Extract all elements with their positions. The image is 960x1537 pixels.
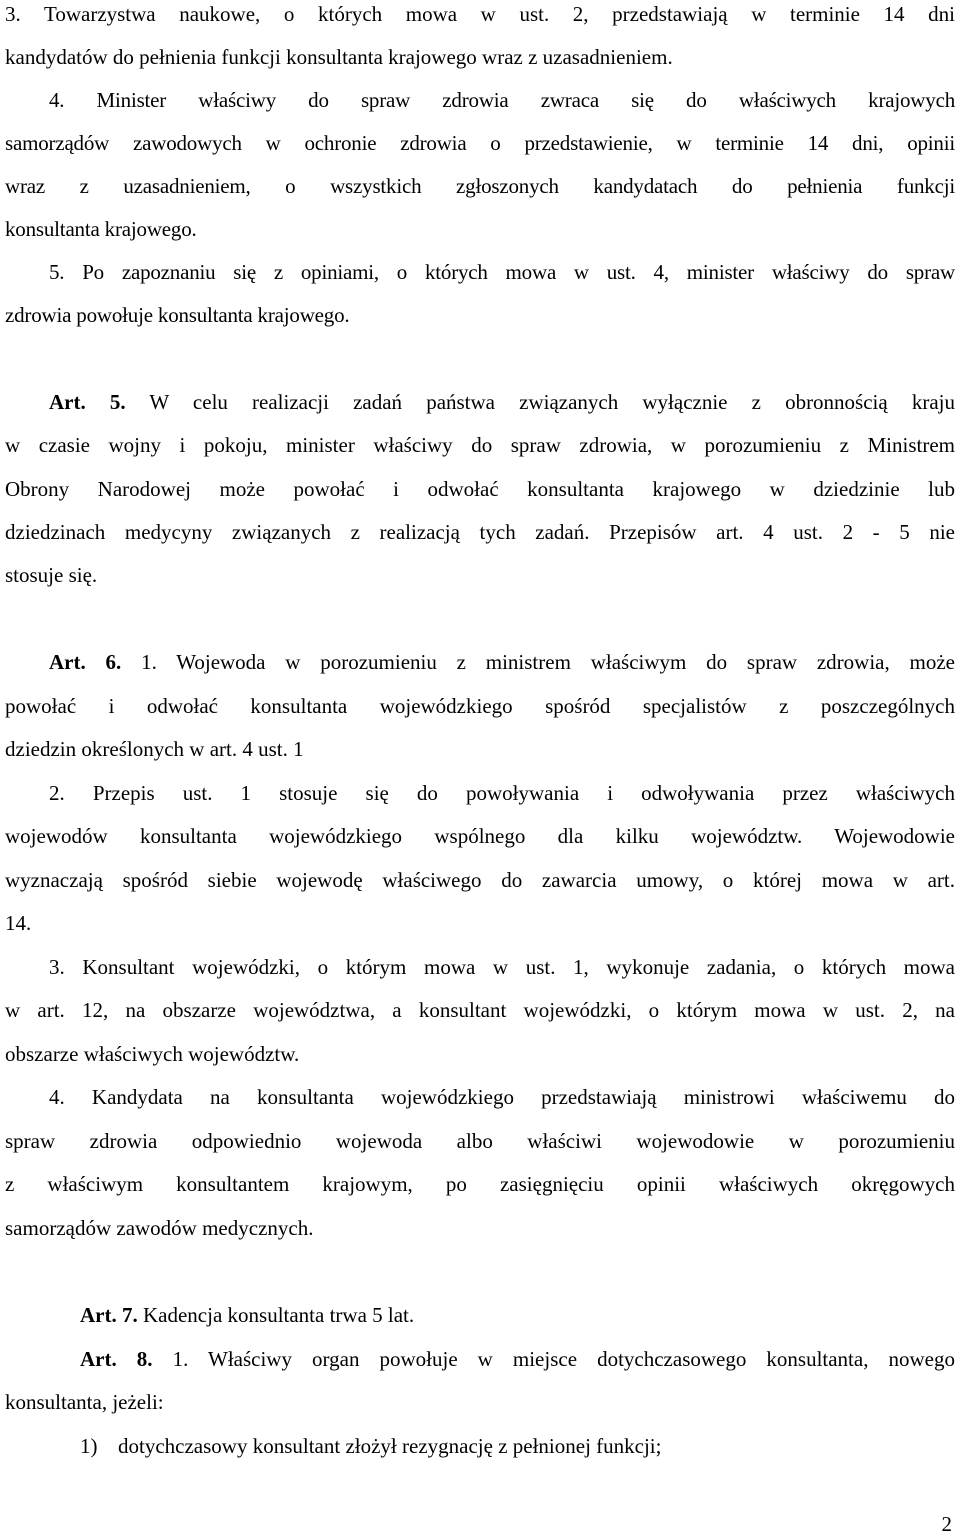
list-item-text: dotychczasowy konsultant złożył rezygnację z pełnionej funkcji; [118, 1434, 662, 1458]
article-7-label: Art. 7. [80, 1303, 138, 1327]
paragraph-line: obszarze właściwych województw. [5, 1042, 300, 1066]
article-8-first-line [80, 1347, 955, 1371]
paragraph-line: wraz z uzasadnieniem, o wszystkich zgłoszonych kandydatach do pełnienia funkcji [5, 174, 955, 198]
paragraph-line: spraw zdrowia odpowiednio wojewoda albo właściwi wojewodowie w porozumieniu [5, 1129, 955, 1153]
paragraph-line: 3. Konsultant wojewódzki, o którym mowa w ust. 1, wykonuje zadania, o których mowa [49, 955, 955, 979]
paragraph-line: zdrowia powołuje konsultanta krajowego. [5, 303, 350, 327]
article-7-line [80, 1303, 955, 1327]
article-8-text: 1. Właściwy organ powołuje w miejsce dotychczasowego konsultanta, nowego [172, 1347, 955, 1371]
paragraph-line: dziedzinach medycyny związanych z realizacją tych zadań. Przepisów art. 4 ust. 2 - 5 nie [5, 520, 955, 544]
paragraph-line: konsultanta krajowego. [5, 217, 197, 241]
paragraph-line: w czasie wojny i pokoju, minister właściwy do spraw zdrowia, w porozumieniu z Ministrem [5, 433, 955, 457]
paragraph-line: powołać i odwołać konsultanta wojewódzkiego spośród specjalistów z poszczególnych [5, 694, 955, 718]
article-6-text: 1. Wojewoda w porozumieniu z ministrem właściwym do spraw zdrowia, może [141, 650, 955, 674]
article-6-label: Art. 6. [49, 650, 122, 674]
article-5-label: Art. 5. [49, 390, 126, 414]
page-number: 2 [941, 1512, 952, 1536]
article-5-text: W celu realizacji zadań państwa związanych wyłącznie z obronnością kraju [149, 390, 955, 414]
paragraph-line: kandydatów do pełnienia funkcji konsultanta krajowego wraz z uzasadnieniem. [5, 45, 673, 69]
paragraph-line: dziedzin określonych w art. 4 ust. 1 [5, 737, 304, 761]
paragraph-line: 2. Przepis ust. 1 stosuje się do powoływania i odwoływania przez właściwych [49, 781, 955, 805]
article-7-text: Kadencja konsultanta trwa 5 lat. [142, 1303, 415, 1327]
paragraph-line: wojewodów konsultanta wojewódzkiego wspólnego dla kilku województw. Wojewodowie [5, 824, 955, 848]
paragraph-line: 14. [5, 911, 32, 935]
paragraph-line: wyznaczają spośród siebie wojewodę właściwego do zawarcia umowy, o której mowa w art. [5, 868, 955, 892]
article-6-first-line [49, 650, 955, 674]
paragraph-line: 3. Towarzystwa naukowe, o których mowa w ust. 2, przedstawiają w terminie 14 dni [5, 2, 955, 26]
paragraph-line: 4. Kandydata na konsultanta wojewódzkiego przedstawiają ministrowi właściwemu do [49, 1085, 955, 1109]
paragraph-line: 5. Po zapoznaniu się z opiniami, o których mowa w ust. 4, minister właściwy do spraw [49, 260, 955, 284]
paragraph-line: konsultanta, jeżeli: [5, 1390, 164, 1414]
list-item [80, 1434, 955, 1458]
paragraph-line: samorządów zawodów medycznych. [5, 1216, 314, 1240]
paragraph-line: samorządów zawodowych w ochronie zdrowia o przedstawienie, w terminie 14 dni, opinii [5, 131, 955, 155]
paragraph-line: Obrony Narodowej może powołać i odwołać konsultanta krajowego w dziedzinie lub [5, 477, 955, 501]
paragraph-line: z właściwym konsultantem krajowym, po zasięgnięciu opinii właściwych okręgowych [5, 1172, 955, 1196]
article-5-first-line [49, 390, 955, 414]
article-8-label: Art. 8. [80, 1347, 153, 1371]
paragraph-line: w art. 12, na obszarze województwa, a konsultant wojewódzki, o którym mowa w ust. 2, na [5, 998, 955, 1022]
list-item-number: 1) [80, 1434, 98, 1458]
paragraph-line: stosuje się. [5, 563, 98, 587]
paragraph-line: 4. Minister właściwy do spraw zdrowia zwraca się do właściwych krajowych [49, 88, 955, 112]
